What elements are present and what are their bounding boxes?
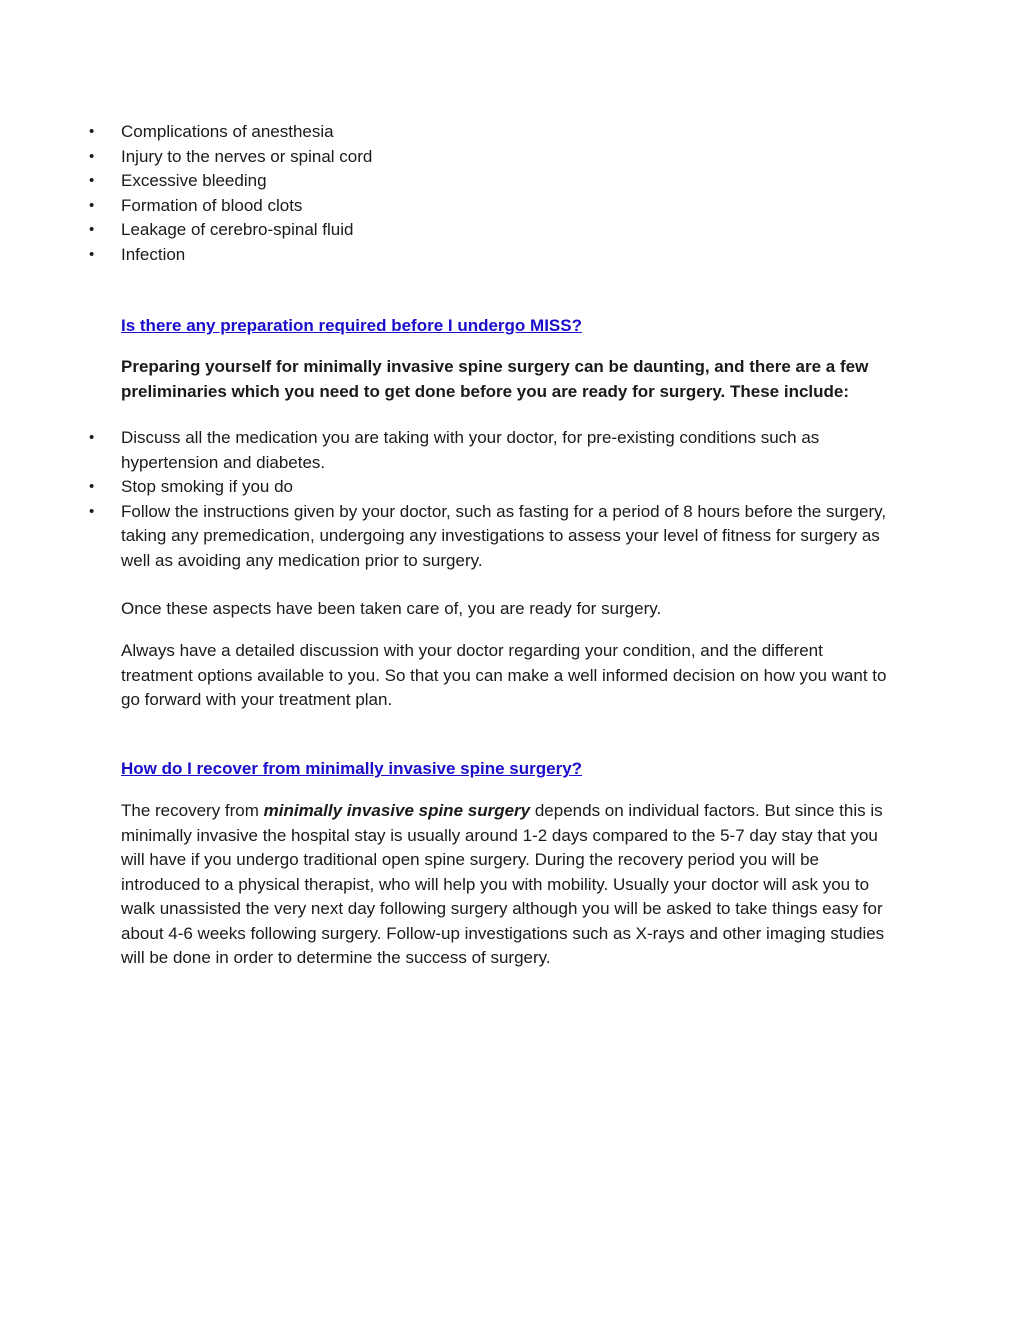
preparation-heading-link[interactable]: Is there any preparation required before I undergo MISS? (121, 316, 582, 335)
list-item: • Excessive bleeding (0, 169, 896, 194)
discussion-paragraph: Always have a detailed discussion with your doctor regarding your condition, and the different treatment options available to you. So that you can make a well informed decision on how you want to go forward with your treatment plan. (121, 641, 887, 709)
recovery-heading-link[interactable]: How do I recover from minimally invasive spine surgery? (121, 759, 583, 778)
list-item: • Infection (0, 243, 896, 268)
list-item: • Formation of blood clots (0, 194, 896, 219)
list-item: • Discuss all the medication you are taking with your doctor, for pre-existing conditions such as hypertension and diabetes. (0, 426, 896, 475)
ready-paragraph: Once these aspects have been taken care of, you are ready for surgery. (121, 599, 662, 618)
recovery-paragraph (121, 799, 896, 971)
preparation-heading-block (121, 314, 896, 339)
recovery-paragraph-emphasis: minimally invasive spine surgery (263, 801, 531, 820)
list-item: • Complications of anesthesia (0, 120, 896, 145)
recovery-paragraph-start: The recovery from (121, 801, 264, 820)
list-item: • Stop smoking if you do (0, 475, 896, 500)
list-item: • Follow the instructions given by your doctor, such as fasting for a period of 8 hours before the surgery, taking any premedication, undergoing any investigations to assess your level of fitness for surgery as well as avoiding any medication prior to surgery. (0, 500, 896, 574)
list-item: • Injury to the nerves or spinal cord (0, 145, 896, 170)
complications-list (0, 120, 896, 267)
list-item: • Leakage of cerebro-spinal fluid (0, 218, 896, 243)
preparation-list (0, 426, 896, 573)
recovery-paragraph-rest: depends on individual factors. But since this is minimally invasive the hospital stay is usually around 1-2 days compared to the 5-7 day stay that you will have if you undergo traditional open spine surgery. During the recovery period you will be introduced to a physical therapist, who will help you with mobility. Usually your doctor will ask you to walk unassisted the very next day following surgery although you will be asked to take things easy for about 4-6 weeks following surgery. Follow-up investigations such as X-rays and other imaging studies will be done in order to determine the success of surgery. (121, 801, 885, 967)
preparation-intro: Preparing yourself for minimally invasive spine surgery can be daunting, and there are a few preliminaries which you need to get done before you are ready for surgery. These include: (121, 357, 869, 401)
recovery-heading-block (121, 757, 896, 782)
